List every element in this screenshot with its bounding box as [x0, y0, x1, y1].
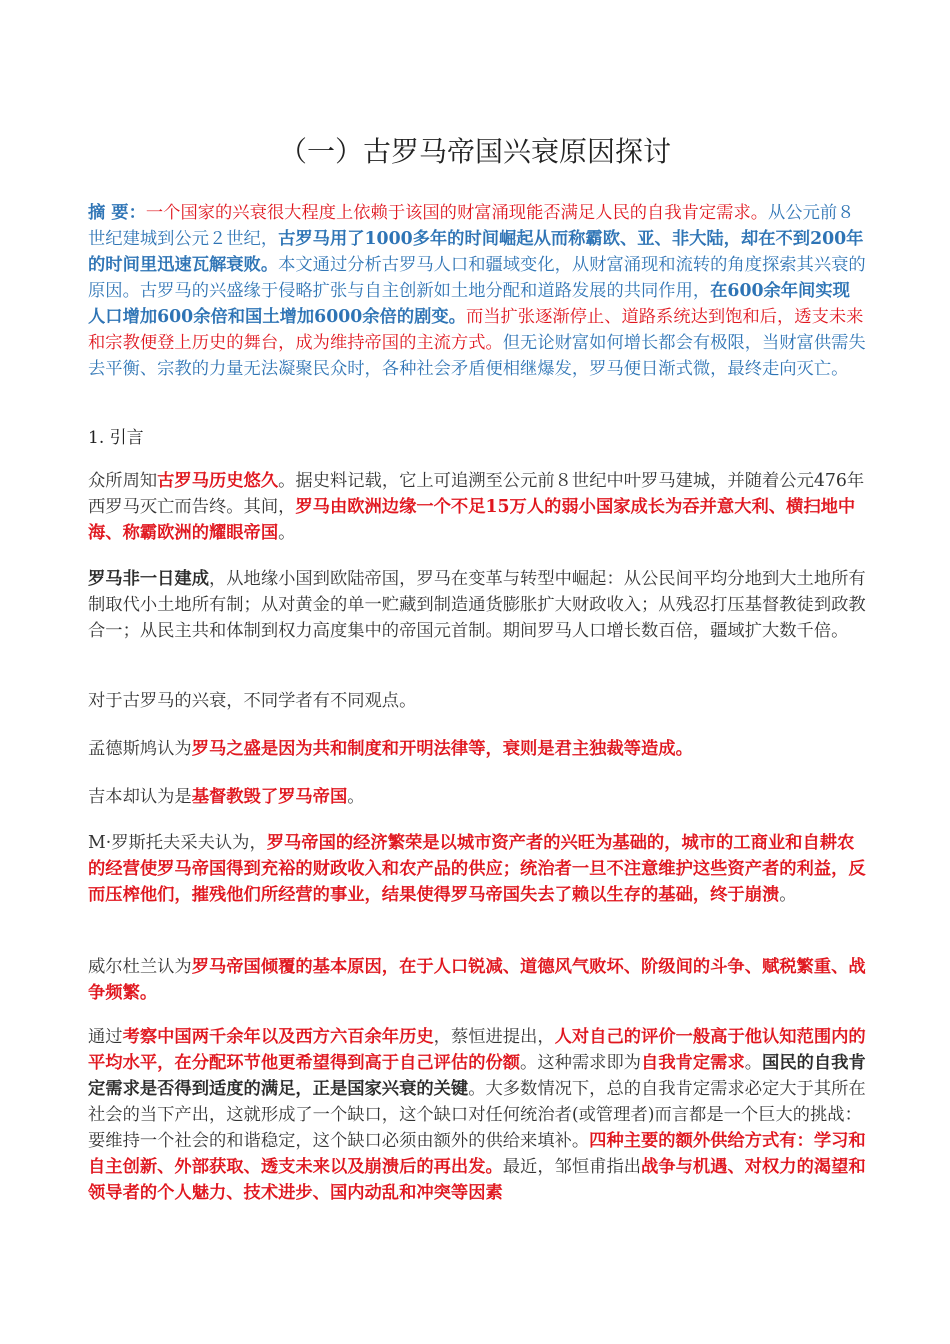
highlight-text: 罗马帝国的经济繁荣是以城市资产者的兴旺为基础的，城市的工商业和自耕农的经营使罗马帝国得到充裕的财政收入和农产品的供应；统治者一旦不注意维护这些资产者的利益，反而压榨他们，摧残他们所经营的事业，结果使得罗马帝国失去了赖以生存的基础，终于崩溃	[88, 833, 866, 905]
highlight-text: 罗马帝国倾覆的基本原因，在于人口锐减、道德风气败坏、阶级间的斗争、赋税繁重、战争频繁。	[88, 957, 866, 1003]
abstract-paragraph	[88, 200, 866, 382]
document-title: （一）古罗马帝国兴衰原因探讨	[278, 135, 671, 168]
text-run: M·罗斯托夫采夫认为，	[88, 833, 267, 853]
paragraph-views: 对于古罗马的兴衰，不同学者有不同观点。	[88, 691, 417, 711]
paragraph-gibbon	[88, 784, 866, 810]
text-run: 吉本却认为是	[88, 787, 192, 807]
highlight-text: 基督教毁了罗马帝国	[191, 787, 348, 807]
highlight-text: 战争与机遇、对权力的渴望和领导者的个人魅力、技术进步、国内动乱和冲突等因素	[88, 1157, 866, 1203]
highlight-text: 考察中国两千余年以及西方六百余年历史	[122, 1027, 434, 1047]
abstract-sentence: 本文通过分析古罗马人口和疆域变化，从财富涌现和流转的角度探索其兴衰的原因。古罗马的兴盛缘于侵略扩张与自主创新如土地分配和道路发展的共同作用，	[88, 255, 866, 301]
abstract-sentence: 从公元前８世纪建城到公元２世纪，	[88, 203, 855, 249]
abstract-sentence: 而当扩张逐渐停止、道路系统达到饱和后，透支未来和宗教便登上历史的舞台，成为维持帝国的主流方式。	[88, 307, 864, 353]
highlight-text: 罗马非一日建成	[88, 569, 209, 589]
section-heading: 1. 引言	[88, 428, 144, 448]
text-run: 威尔杜兰认为	[88, 957, 192, 977]
highlight-text: 罗马由欧洲边缘一个不足15万人的弱小国家成长为吞并意大利、横扫地中海、称霸欧洲的耀眼帝国	[88, 497, 856, 543]
text-run: 。	[744, 1053, 763, 1073]
highlight-text: 罗马之盛是因为共和制度和开明法律等，衰则是君主独裁等造成。	[191, 739, 693, 759]
text-run: ，从地缘小国到欧陆帝国，罗马在变革与转型中崛起：从公民间平均分地到大土地所有制取代小土地所有制；从对黄金的单一贮藏到制造通货膨胀扩大财政收入；从残忍打压基督教徒到政教合一；从民主共和体制到权力高度集中的帝国元首制。期间罗马人口增长数百倍，疆域扩大数千倍。	[88, 569, 866, 641]
paragraph-rome-rise	[88, 566, 866, 644]
highlight-text: 四种主要的额外供给方式有：学习和自主创新、外部获取、透支未来以及崩溃后的再出发。	[88, 1131, 866, 1177]
text-run: 。大多数情况下，总的自我肯定需求必定大于其所在社会的当下产出，这就形成了一个缺口，这个缺口对任何统治者(或管理者)而言都是一个巨大的挑战：要维持一个社会的和谐稳定，这个缺口必须由额外的供给来填补。	[88, 1079, 866, 1151]
text-run: 。	[278, 523, 296, 543]
highlight-text: 古罗马历史悠久	[157, 471, 279, 491]
paragraph-montesquieu	[88, 736, 866, 762]
paragraph-durant	[88, 954, 866, 1006]
text-run: 。这种需求即为	[520, 1053, 642, 1073]
abstract-sentence: 一个国家的兴衰很大程度上依赖于该国的财富涌现能否满足人民的自我肯定需求。	[145, 203, 769, 223]
text-run: 通过	[88, 1027, 123, 1047]
paragraph-rostovtzeff	[88, 830, 866, 908]
text-run: 。	[347, 787, 365, 807]
highlight-text: 自我肯定需求	[641, 1053, 745, 1073]
text-run: 最近，邹恒甫指出	[502, 1157, 642, 1177]
text-run: 。据史料记载，它上可追溯至公元前８世纪中叶罗马建城，并随着公元476年西罗马灭亡而告终。其间，	[88, 471, 865, 517]
text-run: 孟德斯鸠认为	[88, 739, 192, 759]
highlight-text: 人对自己的评价一般高于他认知范围内的平均水平，在分配环节他更希望得到高于自己评估的份额	[88, 1027, 866, 1073]
abstract-sentence: 古罗马用了1000多年的时间崛起从而称霸欧、亚、非大陆，却在不到200年的时间里迅速瓦解衰败。	[88, 229, 864, 275]
paragraph-self-affirmation	[88, 1024, 866, 1206]
abstract-label: 摘 要：	[88, 203, 146, 223]
text-run: ，蔡恒进提出，	[433, 1027, 555, 1047]
paragraph-intro	[88, 468, 866, 546]
highlight-text: 国民的自我肯定需求是否得到适度的满足，正是国家兴衰的关键	[88, 1053, 866, 1099]
text-run: 。	[779, 885, 797, 905]
text-run: 众所周知	[88, 471, 158, 491]
abstract-sentence: 在600余年间实现人口增加600余倍和国土增加6000余倍的剧变。	[88, 281, 850, 327]
abstract-sentence: 但无论财富如何增长都会有极限，当财富供需失去平衡、宗教的力量无法凝聚民众时，各种社会矛盾便相继爆发，罗马便日渐式微，最终走向灭亡。	[88, 333, 866, 379]
